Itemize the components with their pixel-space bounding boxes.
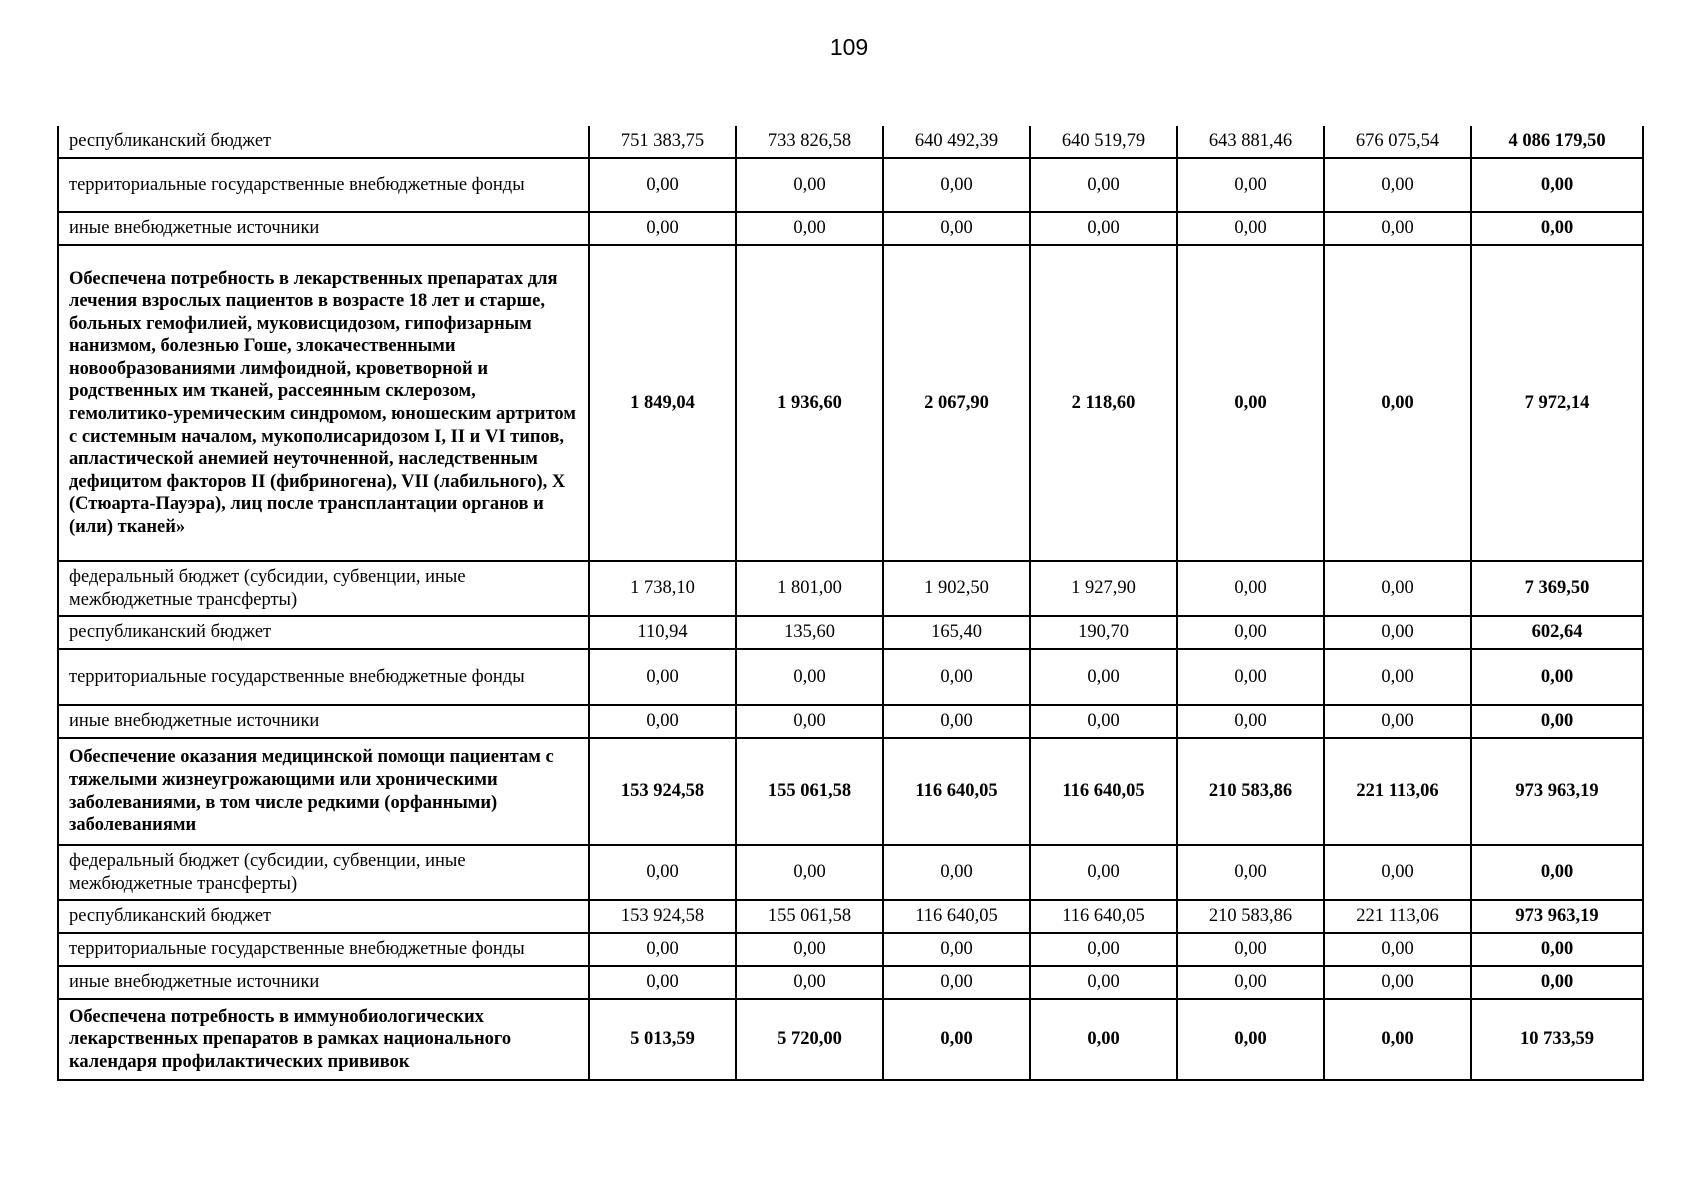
value-cell: 153 924,58 [589,738,736,845]
value-cell: 643 881,46 [1177,126,1324,158]
total-cell: 0,00 [1471,966,1643,999]
row-label: республиканский бюджет [58,126,589,158]
value-cell: 1 801,00 [736,561,883,616]
value-cell: 0,00 [1177,158,1324,212]
table-row [58,616,1643,649]
value-cell: 2 118,60 [1030,245,1177,561]
value-cell: 0,00 [1324,845,1471,900]
total-cell: 973 963,19 [1471,900,1643,933]
table-row [58,705,1643,738]
value-cell: 0,00 [883,705,1030,738]
table-row [58,900,1643,933]
value-cell: 0,00 [883,966,1030,999]
value-cell: 0,00 [1324,649,1471,705]
value-cell: 5 013,59 [589,999,736,1080]
total-cell: 7 972,14 [1471,245,1643,561]
value-cell: 733 826,58 [736,126,883,158]
value-cell: 1 738,10 [589,561,736,616]
row-label: территориальные государственные внебюджетные фонды [58,158,589,212]
value-cell: 0,00 [1177,212,1324,245]
table-row [58,966,1643,999]
value-cell: 116 640,05 [1030,900,1177,933]
total-cell: 0,00 [1471,158,1643,212]
table-row [58,245,1643,561]
value-cell: 0,00 [736,845,883,900]
value-cell: 676 075,54 [1324,126,1471,158]
value-cell: 155 061,58 [736,738,883,845]
row-label: Обеспечение оказания медицинской помощи пациентам с тяжелыми жизнеугрожающими или хроническими заболеваниями, в том числе редкими (орфанными) заболеваниями [58,738,589,845]
row-label: федеральный бюджет (субсидии, субвенции, иные межбюджетные трансферты) [58,561,589,616]
row-label: иные внебюджетные источники [58,966,589,999]
value-cell: 5 720,00 [736,999,883,1080]
total-cell: 7 369,50 [1471,561,1643,616]
table-row [58,933,1643,966]
value-cell: 116 640,05 [1030,738,1177,845]
value-cell: 0,00 [1324,616,1471,649]
value-cell: 0,00 [736,158,883,212]
table-row [58,845,1643,900]
value-cell: 0,00 [1030,933,1177,966]
value-cell: 1 936,60 [736,245,883,561]
value-cell: 0,00 [883,999,1030,1080]
value-cell: 0,00 [1177,616,1324,649]
value-cell: 210 583,86 [1177,738,1324,845]
value-cell: 640 492,39 [883,126,1030,158]
page-number: 109 [829,34,869,60]
value-cell: 221 113,06 [1324,738,1471,845]
budget-table [57,126,1644,1081]
total-cell: 10 733,59 [1471,999,1643,1080]
value-cell: 0,00 [1177,966,1324,999]
value-cell: 0,00 [589,705,736,738]
table-row [58,561,1643,616]
row-label: территориальные государственные внебюджетные фонды [58,933,589,966]
total-cell: 4 086 179,50 [1471,126,1643,158]
value-cell: 640 519,79 [1030,126,1177,158]
value-cell: 0,00 [589,212,736,245]
row-label: иные внебюджетные источники [58,212,589,245]
value-cell: 0,00 [883,933,1030,966]
row-label: иные внебюджетные источники [58,705,589,738]
value-cell: 0,00 [1324,966,1471,999]
value-cell: 153 924,58 [589,900,736,933]
value-cell: 0,00 [1177,933,1324,966]
value-cell: 0,00 [1324,999,1471,1080]
total-cell: 0,00 [1471,705,1643,738]
value-cell: 165,40 [883,616,1030,649]
table-row [58,999,1643,1080]
value-cell: 0,00 [589,933,736,966]
value-cell: 110,94 [589,616,736,649]
table-row [58,126,1643,158]
value-cell: 0,00 [736,966,883,999]
value-cell: 0,00 [1177,999,1324,1080]
row-label: территориальные государственные внебюджетные фонды [58,649,589,705]
value-cell: 1 902,50 [883,561,1030,616]
value-cell: 0,00 [1324,705,1471,738]
value-cell: 2 067,90 [883,245,1030,561]
value-cell: 135,60 [736,616,883,649]
value-cell: 0,00 [1030,999,1177,1080]
value-cell: 190,70 [1030,616,1177,649]
total-cell: 0,00 [1471,649,1643,705]
total-cell: 0,00 [1471,845,1643,900]
value-cell: 0,00 [1177,245,1324,561]
value-cell: 0,00 [1324,158,1471,212]
value-cell: 0,00 [1324,212,1471,245]
table-row [58,158,1643,212]
table-row [58,738,1643,845]
row-label: республиканский бюджет [58,900,589,933]
total-cell: 973 963,19 [1471,738,1643,845]
value-cell: 0,00 [1177,845,1324,900]
value-cell: 0,00 [1030,845,1177,900]
value-cell: 1 927,90 [1030,561,1177,616]
row-label: Обеспечена потребность в иммунобиологических лекарственных препаратов в рамках национального календаря профилактических прививок [58,999,589,1080]
value-cell: 116 640,05 [883,900,1030,933]
value-cell: 221 113,06 [1324,900,1471,933]
total-cell: 602,64 [1471,616,1643,649]
value-cell: 0,00 [589,845,736,900]
table-row [58,212,1643,245]
value-cell: 751 383,75 [589,126,736,158]
total-cell: 0,00 [1471,212,1643,245]
table-row [58,649,1643,705]
value-cell: 0,00 [1030,158,1177,212]
value-cell: 0,00 [589,649,736,705]
value-cell: 0,00 [1177,705,1324,738]
value-cell: 210 583,86 [1177,900,1324,933]
value-cell: 0,00 [1030,705,1177,738]
row-label: республиканский бюджет [58,616,589,649]
value-cell: 1 849,04 [589,245,736,561]
value-cell: 0,00 [736,649,883,705]
total-cell: 0,00 [1471,933,1643,966]
value-cell: 0,00 [1177,561,1324,616]
value-cell: 0,00 [736,933,883,966]
row-label: федеральный бюджет (субсидии, субвенции, иные межбюджетные трансферты) [58,845,589,900]
value-cell: 0,00 [589,158,736,212]
value-cell: 0,00 [1030,966,1177,999]
value-cell: 155 061,58 [736,900,883,933]
value-cell: 0,00 [1030,649,1177,705]
value-cell: 0,00 [736,212,883,245]
value-cell: 0,00 [1324,245,1471,561]
value-cell: 0,00 [1324,561,1471,616]
value-cell: 0,00 [1030,212,1177,245]
value-cell: 0,00 [883,649,1030,705]
value-cell: 0,00 [736,705,883,738]
value-cell: 0,00 [883,845,1030,900]
value-cell: 0,00 [883,158,1030,212]
value-cell: 0,00 [589,966,736,999]
value-cell: 0,00 [1324,933,1471,966]
value-cell: 0,00 [1177,649,1324,705]
value-cell: 0,00 [883,212,1030,245]
row-label: Обеспечена потребность в лекарственных препаратах для лечения взрослых пациентов в возрасте 18 лет и старше, больных гемофилией, муковисцидозом, гипофизарным нанизмом, болезнью Гоше, злокачественными новообразованиями лимфоидной, кроветворной и родственных им тканей, рассеянным склерозом, гемолитико-уремическим синдромом, юношеским артритом с системным началом, мукополисаридозом I, II и VI типов, апластической анемией неуточненной, наследственным дефицитом факторов II (фибриногена), VII (лабильного), X (Стюарта-Пауэра), лиц после трансплантации органов и (или) тканей» [58,245,589,561]
value-cell: 116 640,05 [883,738,1030,845]
